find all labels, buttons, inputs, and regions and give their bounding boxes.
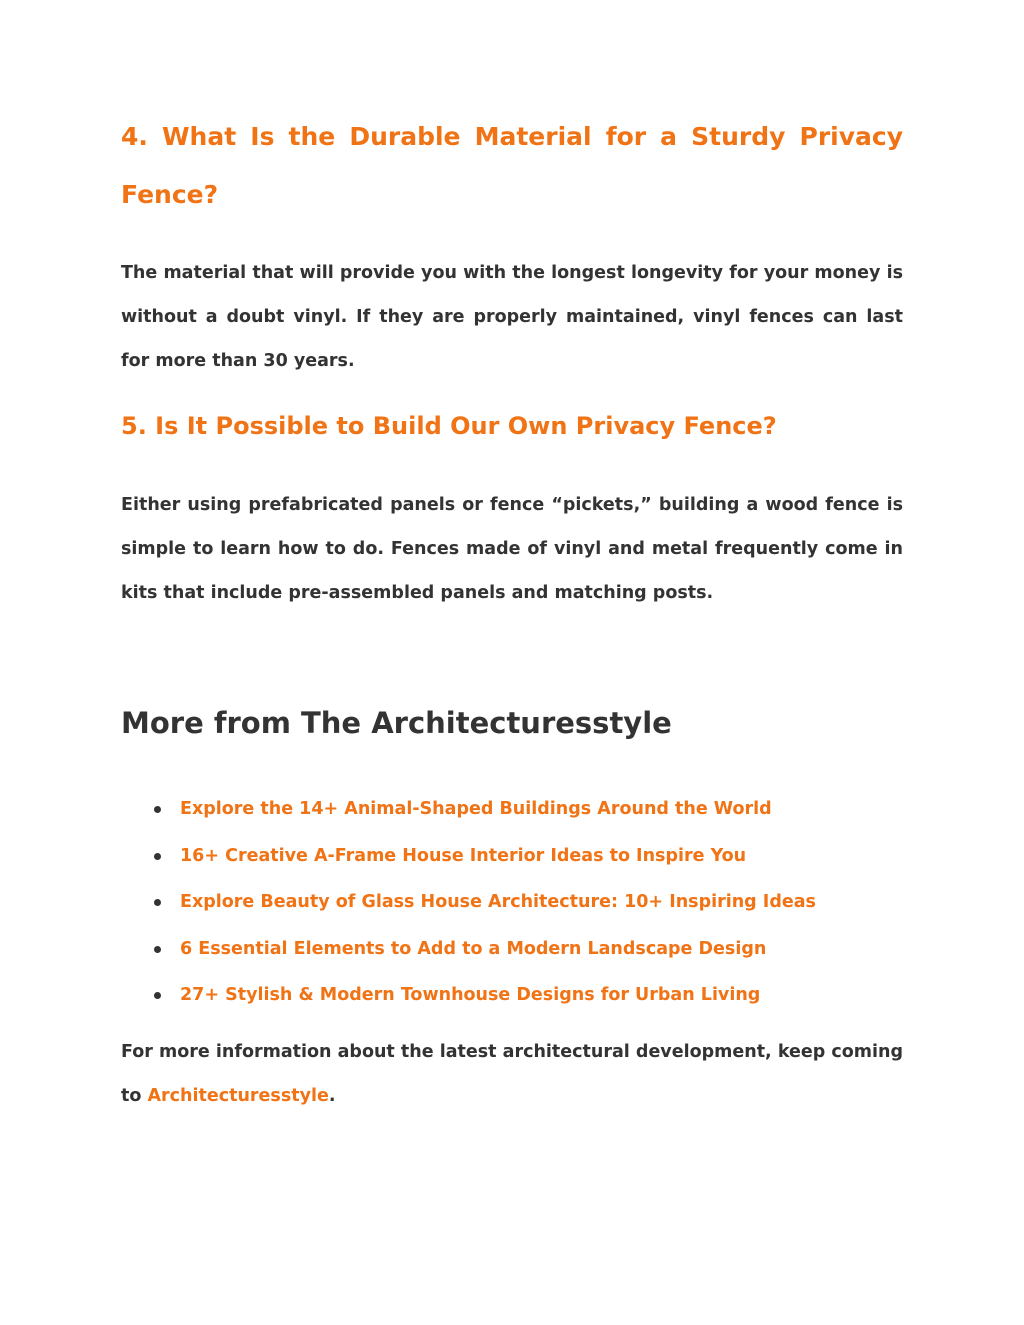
related-link-landscape-design[interactable]: 6 Essential Elements to Add to a Modern Landscape Design <box>180 938 767 959</box>
closing-paragraph <box>121 1030 903 1118</box>
bullet-icon <box>154 992 161 999</box>
faq-4-heading: 4. What Is the Durable Material for a Sturdy Privacy Fence? <box>121 122 903 209</box>
closing-text: For more information about the latest architectural development, keep coming to <box>121 1042 903 1106</box>
bullet-icon <box>154 853 161 860</box>
list-item <box>121 972 903 1019</box>
related-link-animal-shaped-buildings[interactable]: Explore the 14+ Animal-Shaped Buildings Around the World <box>180 799 772 819</box>
bullet-icon <box>154 899 161 906</box>
related-links-list <box>121 786 903 1019</box>
bullet-icon <box>154 946 161 953</box>
faq-4-answer: The material that will provide you with the longest longevity for your money is without a doubt vinyl. If they are properly maintained, vinyl fences can last for more than 30 years. <box>121 263 903 371</box>
related-link-townhouse-designs[interactable]: 27+ Stylish & Modern Townhouse Designs for Urban Living <box>180 985 761 1005</box>
list-item <box>121 879 903 926</box>
related-link-a-frame-interior[interactable]: 16+ Creative A-Frame House Interior Ideas to Inspire You <box>180 845 747 866</box>
list-item <box>121 786 903 833</box>
faq-5-heading: 5. Is It Possible to Build Our Own Privacy Fence? <box>121 412 777 440</box>
closing-period: . <box>328 1086 336 1106</box>
bullet-icon <box>154 806 161 813</box>
related-link-glass-house[interactable]: Explore Beauty of Glass House Architecture: 10+ Inspiring Ideas <box>180 892 816 912</box>
list-item <box>121 833 903 880</box>
faq-5-answer: Either using prefabricated panels or fence “pickets,” building a wood fence is simple to learn how to do. Fences made of vinyl and metal frequently come in kits that include pre-assembled panels and matching posts. <box>121 495 903 603</box>
more-from-heading: More from The Architecturesstyle <box>121 706 672 740</box>
architecturesstyle-link[interactable]: Architecturesstyle <box>147 1086 329 1106</box>
list-item <box>121 926 903 973</box>
